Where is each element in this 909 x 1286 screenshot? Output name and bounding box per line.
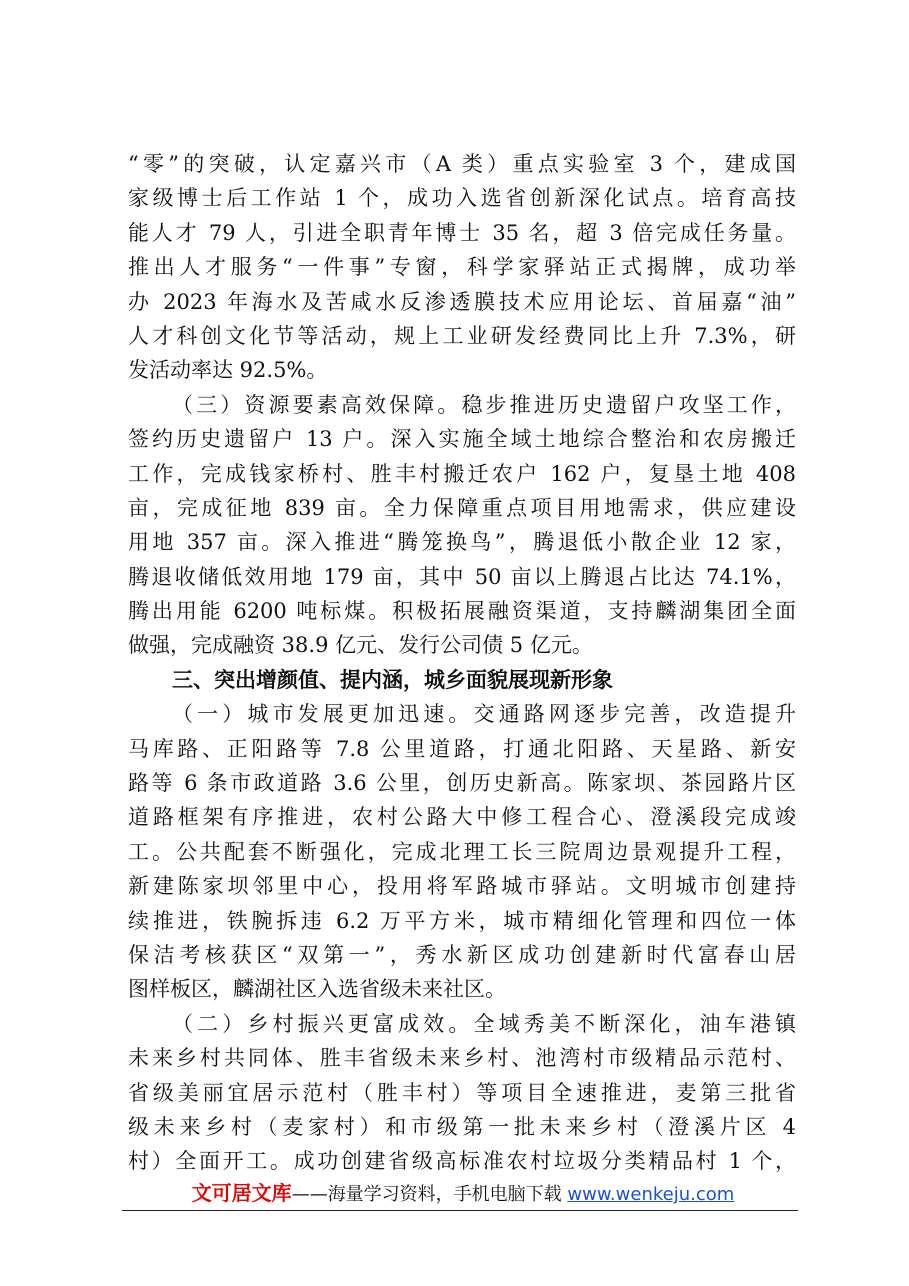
body-line: 亩，完成征地 839 亩。全力保障重点项目用地需求，供应建设 (128, 495, 796, 520)
body-line: 村）全面开工。成功创建省级高标准农村垃圾分类精品村 1 个， (128, 1149, 796, 1174)
body-line: 腾退收储低效用地 179 亩，其中 50 亩以上腾退占比达 74.1%， (128, 564, 796, 589)
footer-divider (122, 1210, 798, 1211)
body-line: 马库路、正阳路等 7.8 公里道路，打通北阳路、天星路、新安 (128, 736, 796, 761)
document-body (128, 147, 796, 1179)
body-line: 人才科创文化节等活动，规上工业研发经费同比上升 7.3%，研 (128, 323, 796, 348)
body-line: 图样板区，麟湖社区入选省级未来社区。 (128, 977, 506, 1002)
body-line: 腾出用能 6200 吨标煤。积极拓展融资渠道，支持麟湖集团全面 (128, 599, 796, 624)
body-line: 路等 6 条市政道路 3.6 公里，创历史新高。陈家坝、茶园路片区 (128, 771, 796, 796)
page-footer (128, 1180, 798, 1208)
body-line: 工作，完成钱家桥村、胜丰村搬迁农户 162 户，复垦土地 408 (128, 461, 796, 486)
body-line: （三）资源要素高效保障。稳步推进历史遗留户攻坚工作， (172, 392, 796, 417)
body-line: 能人才 79 人，引进全职青年博士 35 名，超 3 倍完成任务量。 (128, 220, 796, 245)
body-line: 办 2023 年海水及苦咸水反渗透膜技术应用论坛、首届嘉“油” (128, 289, 796, 314)
body-line: 工。公共配套不断强化，完成北理工长三院周边景观提升工程， (128, 839, 796, 864)
body-line: （一）城市发展更加迅速。交通路网逐步完善，改造提升 (172, 702, 796, 727)
body-line: 省级美丽宜居示范村（胜丰村）等项目全速推进，麦第三批省 (128, 1080, 796, 1105)
body-line: 推出人才服务“一件事”专窗，科学家驿站正式揭牌，成功举 (128, 255, 796, 280)
body-line: 级未来乡村（麦家村）和市级第一批未来乡村（澄溪片区 4 (128, 1114, 796, 1139)
footer-tagline: ——海量学习资料，手机电脑下载 (291, 1184, 568, 1205)
section-heading: 三、突出增颜值、提内涵，城乡面貌展现新形象 (172, 667, 613, 692)
body-line: 发活动率达 92.5%。 (128, 358, 328, 383)
footer-link[interactable]: www.wenkeju.com (567, 1184, 735, 1205)
body-line: 道路框架有序推进，农村公路大中修工程合心、澄溪段完成竣 (128, 805, 796, 830)
body-line: 用地 357 亩。深入推进“腾笼换鸟”，腾退低小散企业 12 家， (128, 530, 796, 555)
body-line: 家级博士后工作站 1 个，成功入选省创新深化试点。培育高技 (128, 186, 796, 211)
body-line: 签约历史遗留户 13 户。深入实施全域土地综合整治和农房搬迁 (128, 427, 796, 452)
body-line: “零”的突破，认定嘉兴市（A 类）重点实验室 3 个，建成国 (128, 152, 796, 176)
body-line: （二）乡村振兴更富成效。全域秀美不断深化，油车港镇 (172, 1011, 796, 1036)
footer-brand: 文可居文库 (191, 1181, 292, 1205)
body-line: 保洁考核获区“双第一”，秀水新区成功创建新时代富春山居 (128, 942, 796, 967)
body-line: 做强，完成融资 38.9 亿元、发行公司债 5 亿元。 (128, 633, 593, 658)
body-line: 未来乡村共同体、胜丰省级未来乡村、池湾村市级精品示范村、 (128, 1046, 796, 1071)
body-line: 新建陈家坝邻里中心，投用将军路城市驿站。文明城市创建持 (128, 874, 796, 899)
body-line: 续推进，铁腕拆违 6.2 万平方米，城市精细化管理和四位一体 (128, 908, 796, 933)
